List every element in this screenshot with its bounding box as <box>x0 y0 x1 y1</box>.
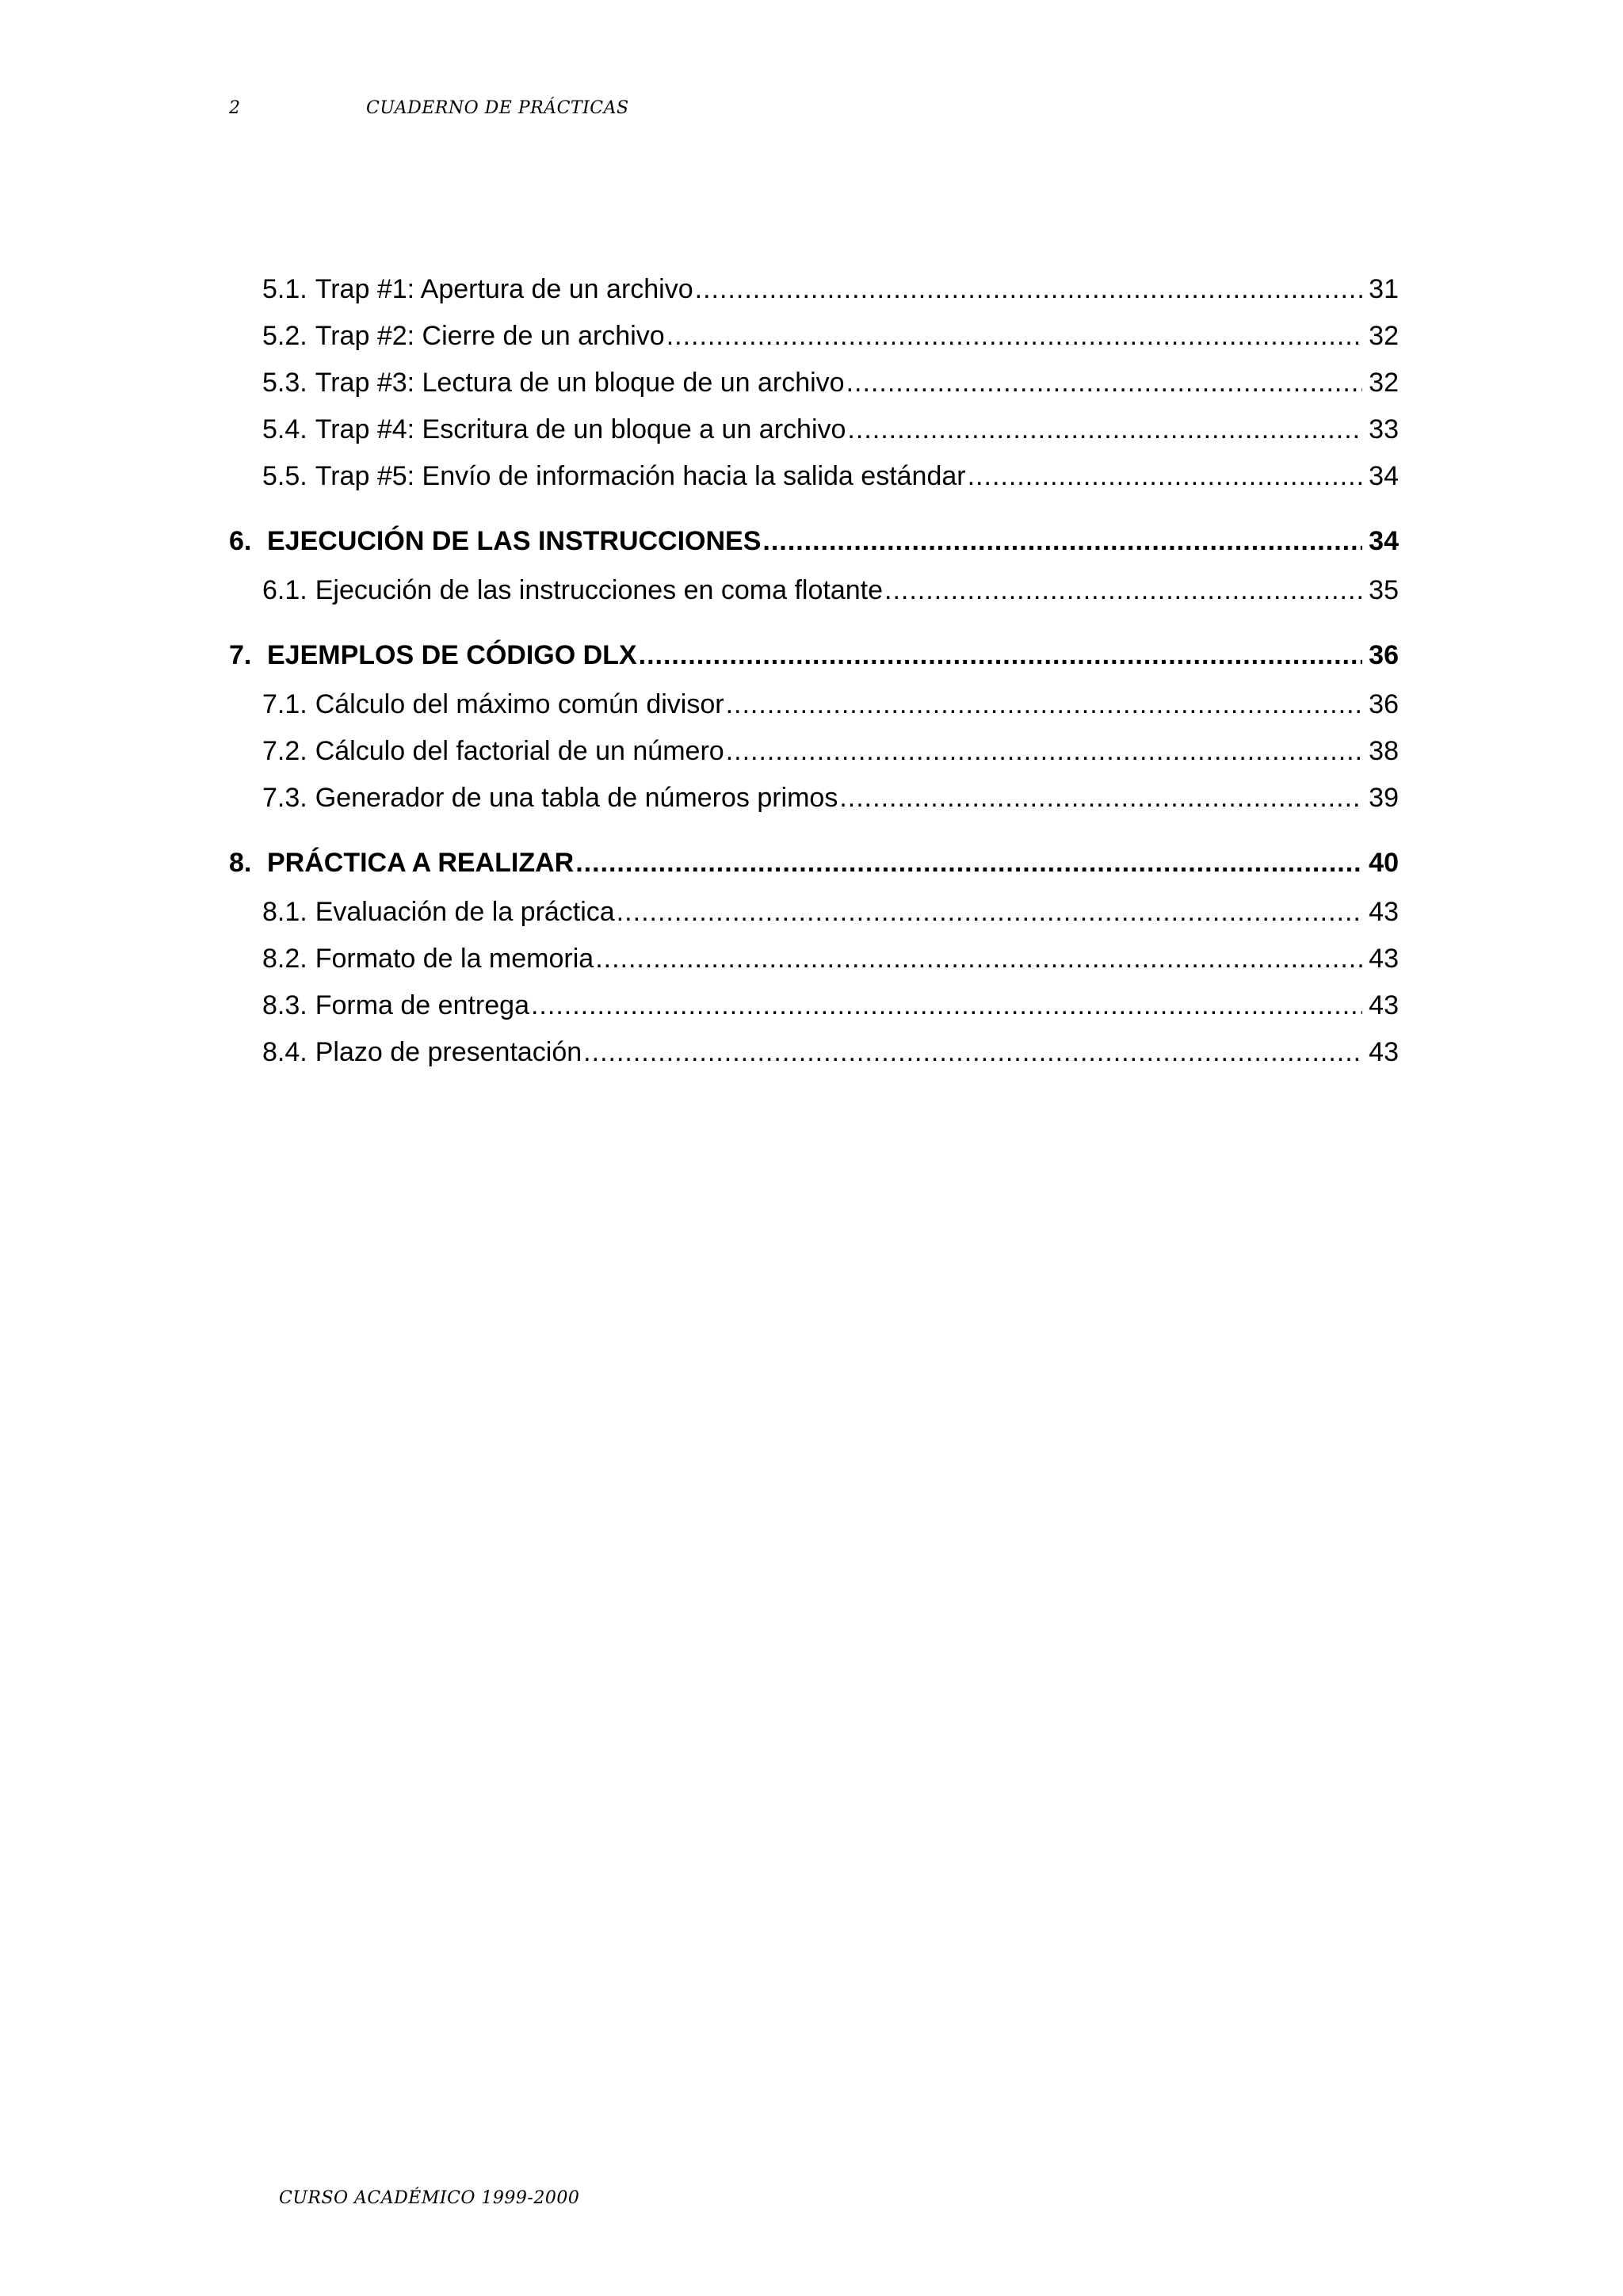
toc-entry-title: Plazo de presentación <box>315 1037 582 1067</box>
table-of-contents <box>229 266 1399 1076</box>
toc-entry-title: EJECUCIÓN DE LAS INSTRUCCIONES <box>267 526 762 556</box>
toc-entry-number: 8.3. <box>262 990 307 1020</box>
toc-subsection-entry[interactable] <box>229 681 1399 728</box>
toc-entry-title: Trap #4: Escritura de un bloque a un archivo <box>315 414 846 444</box>
toc-entry-title: Trap #3: Lectura de un bloque de un archivo <box>315 368 845 398</box>
toc-subsection-entry[interactable] <box>229 266 1399 313</box>
toc-entry-page: 34 <box>1369 526 1399 556</box>
dot-leader <box>666 313 1362 360</box>
toc-entry-title: Ejecución de las instrucciones en coma flotante <box>315 575 884 605</box>
toc-subsection-entry[interactable] <box>229 567 1399 614</box>
toc-subsection-entry[interactable] <box>229 889 1399 936</box>
toc-entry-number: 8.4. <box>262 1037 307 1067</box>
toc-entry-number: 5.5. <box>262 461 307 491</box>
toc-entry-page: 32 <box>1369 368 1399 398</box>
toc-entry-page: 31 <box>1369 274 1399 304</box>
toc-entry-title: Cálculo del factorial de un número <box>315 736 724 766</box>
toc-subsection-entry[interactable] <box>229 728 1399 775</box>
toc-entry-title: EJEMPLOS DE CÓDIGO DLX <box>267 640 637 670</box>
toc-entry-page: 43 <box>1369 897 1399 927</box>
toc-entry-title: Trap #1: Apertura de un archivo <box>315 274 693 304</box>
toc-entry-title: PRÁCTICA A REALIZAR <box>267 848 575 878</box>
toc-entry-page: 39 <box>1369 783 1399 813</box>
toc-subsection-entry[interactable] <box>229 982 1399 1029</box>
dot-leader <box>583 1029 1362 1076</box>
toc-subsection-entry[interactable] <box>229 775 1399 822</box>
toc-entry-page: 43 <box>1369 944 1399 974</box>
toc-entry-number: 5.4. <box>262 414 307 444</box>
toc-entry-number: 6. <box>229 526 252 556</box>
toc-section-entry[interactable] <box>229 516 1399 567</box>
toc-entry-number: 8.1. <box>262 897 307 927</box>
toc-subsection-entry[interactable] <box>229 453 1399 500</box>
toc-entry-number: 5.2. <box>262 321 307 351</box>
dot-leader <box>726 681 1362 728</box>
toc-entry-number: 8. <box>229 848 252 878</box>
toc-entry-page: 36 <box>1369 689 1399 719</box>
toc-entry-page: 32 <box>1369 321 1399 351</box>
dot-leader <box>968 453 1362 500</box>
toc-entry-title: Trap #2: Cierre de un archivo <box>315 321 665 351</box>
dot-leader <box>595 936 1362 982</box>
dot-leader <box>884 567 1362 614</box>
toc-subsection-entry[interactable] <box>229 313 1399 360</box>
dot-leader <box>617 889 1362 936</box>
dot-leader <box>575 837 1362 889</box>
toc-entry-number: 8.2. <box>262 944 307 974</box>
dot-leader <box>839 775 1362 822</box>
toc-entry-number: 5.1. <box>262 274 307 304</box>
toc-entry-number: 6.1. <box>262 575 307 605</box>
toc-section-entry[interactable] <box>229 837 1399 889</box>
toc-entry-title: Forma de entrega <box>315 990 529 1020</box>
toc-entry-number: 7.1. <box>262 689 307 719</box>
page-number: 2 <box>229 98 241 118</box>
dot-leader <box>726 728 1362 775</box>
toc-entry-title: Formato de la memoria <box>315 944 594 974</box>
toc-entry-number: 5.3. <box>262 368 307 398</box>
toc-entry-page: 40 <box>1369 848 1399 878</box>
toc-entry-page: 43 <box>1369 1037 1399 1067</box>
dot-leader <box>639 630 1362 681</box>
dot-leader <box>847 406 1362 453</box>
toc-section-entry[interactable] <box>229 630 1399 681</box>
dot-leader <box>531 982 1362 1029</box>
dot-leader <box>762 516 1362 567</box>
toc-entry-title: Evaluación de la práctica <box>315 897 615 927</box>
toc-subsection-entry[interactable] <box>229 1029 1399 1076</box>
toc-entry-page: 43 <box>1369 990 1399 1020</box>
toc-entry-page: 33 <box>1369 414 1399 444</box>
toc-entry-number: 7.2. <box>262 736 307 766</box>
toc-entry-number: 7. <box>229 640 252 670</box>
toc-subsection-entry[interactable] <box>229 936 1399 982</box>
toc-entry-title: Cálculo del máximo común divisor <box>315 689 724 719</box>
running-footer: CURSO ACADÉMICO 1999-2000 <box>279 2188 580 2208</box>
toc-subsection-entry[interactable] <box>229 406 1399 453</box>
toc-entry-page: 36 <box>1369 640 1399 670</box>
toc-entry-page: 35 <box>1369 575 1399 605</box>
toc-entry-page: 34 <box>1369 461 1399 491</box>
toc-entry-page: 38 <box>1369 736 1399 766</box>
toc-subsection-entry[interactable] <box>229 360 1399 406</box>
toc-entry-title: Generador de una tabla de números primos <box>315 783 838 813</box>
dot-leader <box>846 360 1362 406</box>
toc-entry-title: Trap #5: Envío de información hacia la salida estándar <box>315 461 966 491</box>
header-title: CUADERNO DE PRÁCTICAS <box>366 98 629 118</box>
dot-leader <box>695 266 1362 313</box>
toc-entry-number: 7.3. <box>262 783 307 813</box>
